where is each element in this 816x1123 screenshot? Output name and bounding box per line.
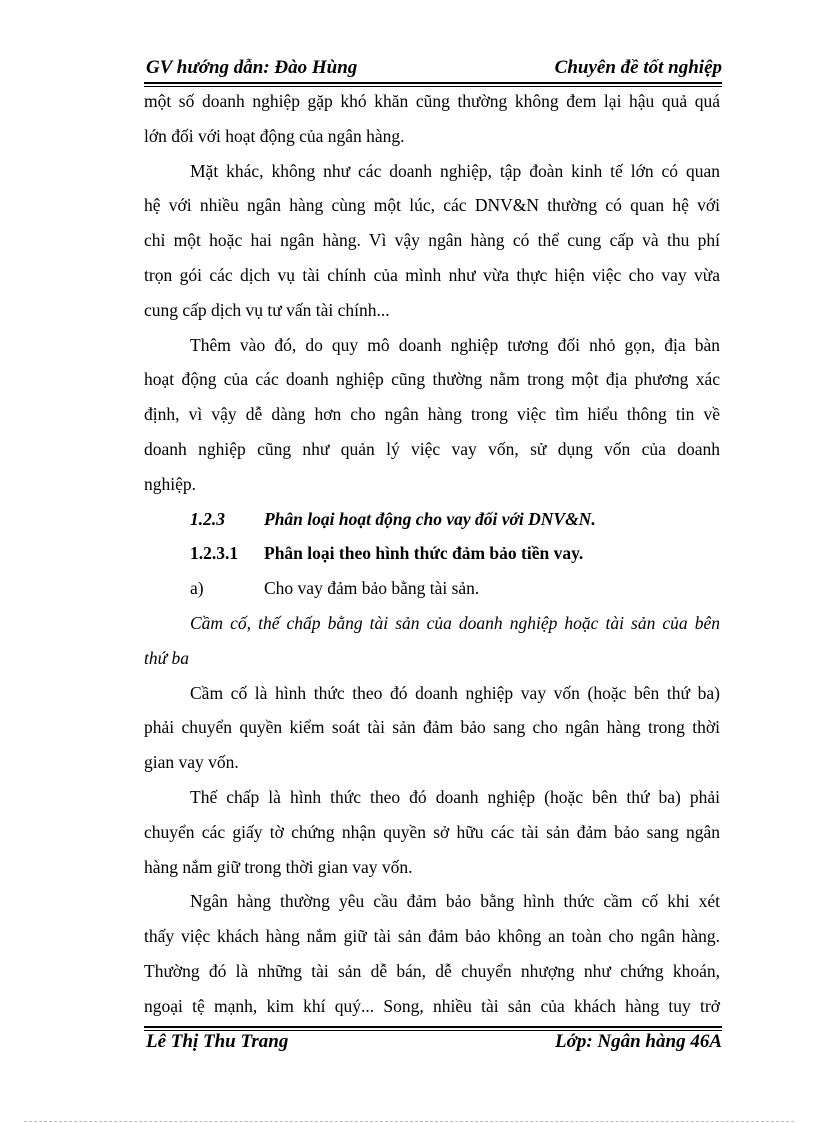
footer-author: Lê Thị Thu Trang (146, 1031, 289, 1052)
header-advisor: GV hướng dẫn: Đào Hùng (146, 57, 358, 78)
body-line: Thế chấp là hình thức theo đó doanh nghiệp (hoặc bên thứ ba) phải (190, 786, 720, 807)
body-line: doanh nghiệp cũng như quản lý việc vay vốn, sử dụng vốn của doanh (144, 438, 720, 459)
body-line: cung cấp dịch vụ tư vấn tài chính... (144, 299, 390, 320)
header-doc-type: Chuyên đề tốt nghiệp (554, 57, 722, 78)
footer-class: Lớp: Ngân hàng 46A (555, 1031, 722, 1052)
body-line: một số doanh nghiệp gặp khó khăn cũng thường không đem lại hậu quả quá (144, 91, 720, 111)
body-line: Thường đó là những tài sản dễ bán, dễ chuyển nhượng như chứng khoán, (144, 960, 720, 981)
body-line: Cầm cố, thế chấp bằng tài sản của doanh nghiệp hoặc tài sản của bên (190, 612, 720, 633)
body-line: nghiệp. (144, 473, 197, 494)
body-line: hệ với nhiều ngân hàng cùng một lúc, các DNV&N thường có quan hệ với (144, 195, 720, 216)
body-line: Ngân hàng thường yêu cầu đảm bảo bằng hình thức cầm cố khi xét (190, 891, 720, 912)
section-title: Phân loại hoạt động cho vay đối với DNV&N. (264, 508, 596, 529)
list-marker: a) (190, 578, 204, 599)
subsection-number: 1.2.3.1 (190, 543, 239, 564)
body-line: chuyển các giấy tờ chứng nhận quyền sở hữu các tài sản đảm bảo sang ngân (144, 821, 720, 842)
body-line: hoạt động của các doanh nghiệp cũng thường nằm trong một địa phương xác (144, 369, 720, 390)
body-line: phải chuyển quyền kiểm soát tài sản đảm bảo sang cho ngân hàng trong thời (144, 717, 720, 738)
body-line: hàng nắm giữ trong thời gian vay vốn. (144, 856, 413, 877)
section-heading-1-2-3 (144, 502, 720, 537)
page-bottom-divider (24, 1121, 794, 1122)
list-item-a (144, 571, 720, 606)
body-line: chỉ một hoặc hai ngân hàng. Vì vậy ngân hàng có thể cung cấp và thu phí (144, 230, 720, 251)
body-line: gian vay vốn. (144, 752, 239, 773)
section-heading-1-2-3-1 (144, 536, 720, 571)
list-item-title: Cho vay đảm bảo bằng tài sản. (264, 578, 480, 599)
body-line: ngoại tệ mạnh, kim khí quý... Song, nhiều tài sản của khách hàng tuy trở (144, 995, 720, 1016)
body-line: Cầm cố là hình thức theo đó doanh nghiệp vay vốn (hoặc bên thứ ba) (190, 682, 720, 703)
page-footer (144, 1028, 722, 1058)
body-line: lớn đối với hoạt động của ngân hàng. (144, 125, 405, 146)
subsection-title: Phân loại theo hình thức đảm bảo tiền vay. (264, 543, 584, 564)
body-line: Thêm vào đó, do quy mô doanh nghiệp tương đối nhỏ gọn, địa bàn (190, 334, 720, 355)
page-header (144, 54, 722, 84)
section-number: 1.2.3 (190, 508, 225, 529)
page-body (144, 84, 720, 1024)
body-line: định, vì vậy dễ dàng hơn cho ngân hàng trong việc tìm hiểu thông tin về (144, 404, 720, 425)
body-line: Mặt khác, không như các doanh nghiệp, tập đoàn kinh tế lớn có quan (190, 160, 720, 181)
body-line: trọn gói các dịch vụ tài chính của mình như vừa thực hiện việc cho vay vừa (144, 264, 720, 285)
body-line: thứ ba (144, 647, 190, 668)
body-line: thấy việc khách hàng nắm giữ tài sản đảm bảo không an toàn cho ngân hàng. (144, 926, 720, 947)
